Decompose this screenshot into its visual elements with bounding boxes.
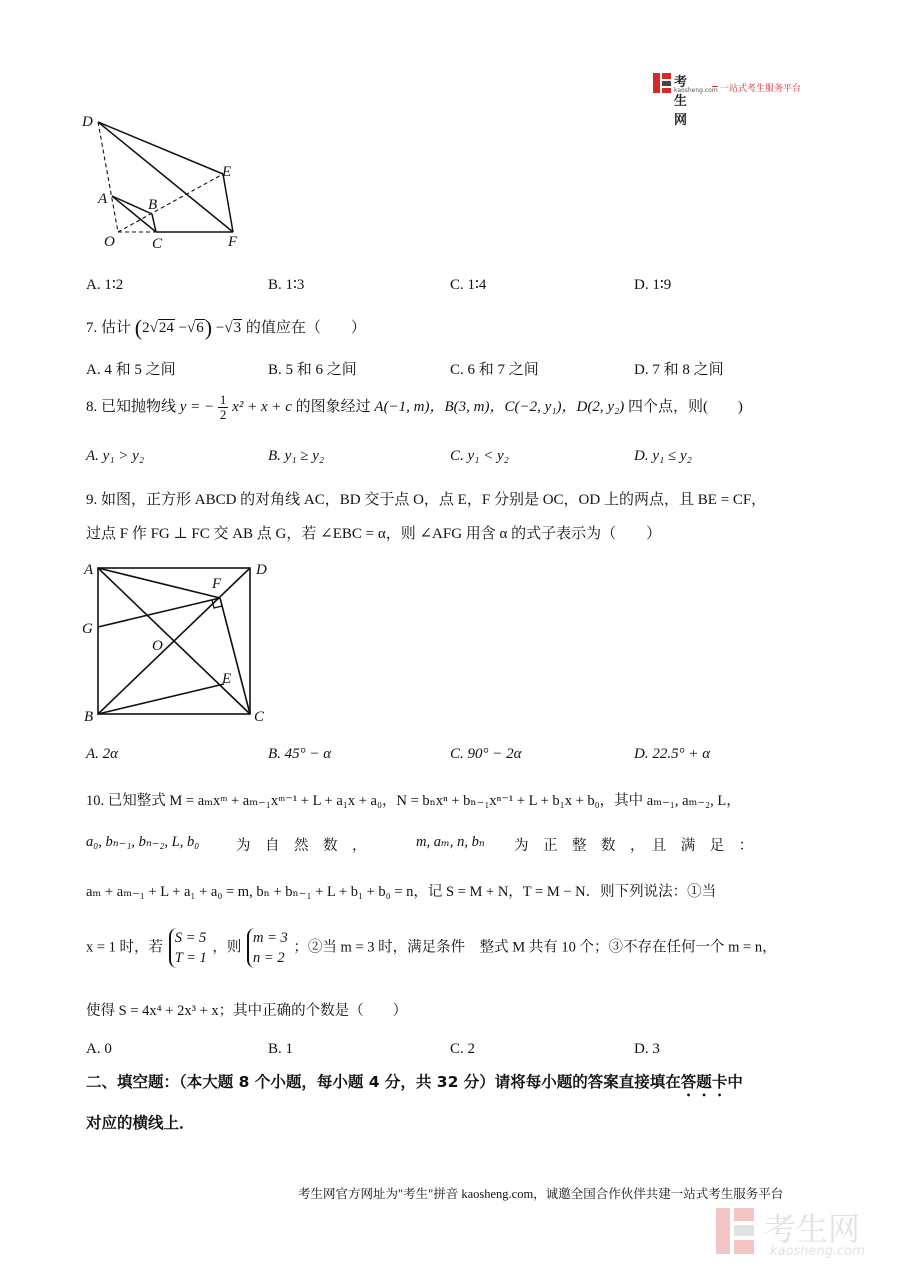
q10-option-a[interactable]: A. 0	[86, 1041, 112, 1057]
label-f: F	[212, 576, 222, 592]
footer-text: 考生网官方网址为"考生"拼音 kaosheng.com，诚邀全国合作伙伴共建一站式考生服务平台	[298, 1187, 784, 1201]
q10-line-3: aₘ + aₘ₋₁ + L + a₁ + a₀ = m, bₙ + bₙ₋₁ + L + b₁ + b₀ = n，记 S = M + N，T = M − N．则下列说法：①当	[86, 884, 717, 900]
q9-option-d[interactable]: D. 22.5° + α	[634, 746, 711, 762]
label-f: F	[228, 234, 238, 250]
logo-name: 考生网	[674, 75, 688, 128]
segment-gf	[98, 598, 220, 627]
q9-option-b[interactable]: B. 45° − α	[268, 746, 332, 762]
label-o: O	[152, 638, 163, 654]
label-e: E	[222, 164, 232, 180]
label-a: A	[84, 562, 94, 578]
segment-ab	[112, 196, 152, 214]
label-o: O	[104, 234, 115, 250]
q10-option-d[interactable]: D. 3	[634, 1041, 660, 1057]
q7-number: 7. 估计	[86, 320, 132, 336]
label-b: B	[84, 709, 94, 725]
q7-suffix: 的值应在（ ）	[245, 320, 366, 336]
q10-option-b[interactable]: B. 1	[268, 1041, 294, 1057]
q9-line-1: 9. 如图，正方形 ABCD 的对角线 AC，BD 交于点 O，点 E，F 分别是 OC，OD 上的两点，且 BE = CF，	[86, 492, 767, 508]
label-c: C	[152, 236, 163, 252]
logo-slogan: 一站式考生服务平台	[720, 84, 802, 94]
logo-domain: kaosheng.com	[674, 87, 718, 94]
section-2-heading: 二、填空题：（本大题 8 个小题，每小题 4 分，共 32 分）请将每小题的答案直接填在答题卡中	[86, 1073, 743, 1091]
label-d: D	[256, 562, 267, 578]
dashed-oe	[118, 174, 223, 232]
q9-line-2: 过点 F 作 FG ⊥ FC 交 AB 点 G，若 ∠EBC = α，则 ∠AFG 用含 α 的式子表示为（ ）	[86, 526, 662, 542]
label-b: B	[148, 197, 158, 213]
q10-option-c[interactable]: C. 2	[450, 1041, 476, 1057]
q7-option-d[interactable]: D. 7 和 8 之间	[634, 362, 724, 378]
q7-option-c[interactable]: C. 6 和 7 之间	[450, 362, 539, 378]
q6-option-b[interactable]: B. 1∶3	[268, 277, 305, 293]
label-c: C	[254, 709, 265, 725]
q8-option-d[interactable]: D. y₁ ≤ y₂	[634, 448, 692, 464]
q6-option-d[interactable]: D. 1∶9	[634, 277, 672, 293]
segment-be	[98, 684, 224, 714]
q6-option-a[interactable]: A. 1∶2	[86, 277, 124, 293]
dashed-do	[98, 122, 118, 232]
segment-ef	[223, 174, 233, 232]
q8-option-c[interactable]: C. y₁ < y₂	[450, 448, 509, 464]
q7-option-a[interactable]: A. 4 和 5 之间	[86, 362, 176, 378]
segment-af	[98, 568, 220, 598]
q8-option-a[interactable]: A. y₁ > y₂	[86, 448, 145, 464]
q9-option-c[interactable]: C. 90° − 2α	[450, 746, 522, 762]
section-2-heading-line-2: 对应的横线上．	[86, 1114, 195, 1132]
q7-option-b[interactable]: B. 5 和 6 之间	[268, 362, 357, 378]
q8-option-b[interactable]: B. y₁ ≥ y₂	[268, 448, 325, 464]
watermark-name: 考生网	[764, 1210, 861, 1248]
q10-line-4: x = 1 时，若 S = 5 T = 1 ，则 m = 3 n = 2 ；②当 m = 3 时，满足条件 整式 M 共有 10 个；③不存在任何一个 m = n，	[86, 930, 777, 966]
watermark-logo-icon	[714, 1206, 758, 1256]
label-g: G	[82, 621, 93, 637]
figure-q6	[78, 108, 258, 254]
label-e: E	[222, 671, 232, 687]
q10-line-1: 10. 已知整式 M = aₘxᵐ + aₘ₋₁xᵐ⁻¹ + L + a₁x + a₀，N = bₙxⁿ + bₙ₋₁xⁿ⁻¹ + L + b₁x + b₀，其中 aₘ₋₁, aₘ₋₂, L，	[86, 793, 741, 809]
segment-de	[98, 122, 223, 174]
logo-icon	[652, 72, 672, 94]
watermark-domain: kaosheng.com	[770, 1244, 865, 1259]
q10-line-2: a₀, bₙ₋₁, bₙ₋₂, L, b₀ 为 自 然 数 ， m, aₘ, n, bₙ 为 正 整 数 ， 且 满 足 ：	[86, 834, 754, 854]
question-7: 7. 估计 (2√24 −√6) −√3 的值应在（ ）	[86, 315, 366, 340]
q10-line-5: 使得 S = 4x⁴ + 2x³ + x；其中正确的个数是（ ）	[86, 1003, 408, 1019]
q9-option-a[interactable]: A. 2α	[86, 746, 119, 762]
segment-df	[98, 122, 233, 232]
figure-q9	[78, 556, 278, 728]
segment-fc	[220, 598, 250, 714]
q6-option-c[interactable]: C. 1∶4	[450, 277, 487, 293]
label-d: D	[82, 114, 93, 130]
question-8: 8. 已知抛物线 y = − $\frac{1}{2}$ x² + x + c 的图象经过 A(−1, m)，B(3, m)，C(−2, y₁)，D(2, y₂) 四个点，则( )	[86, 392, 743, 422]
label-a: A	[98, 191, 108, 207]
